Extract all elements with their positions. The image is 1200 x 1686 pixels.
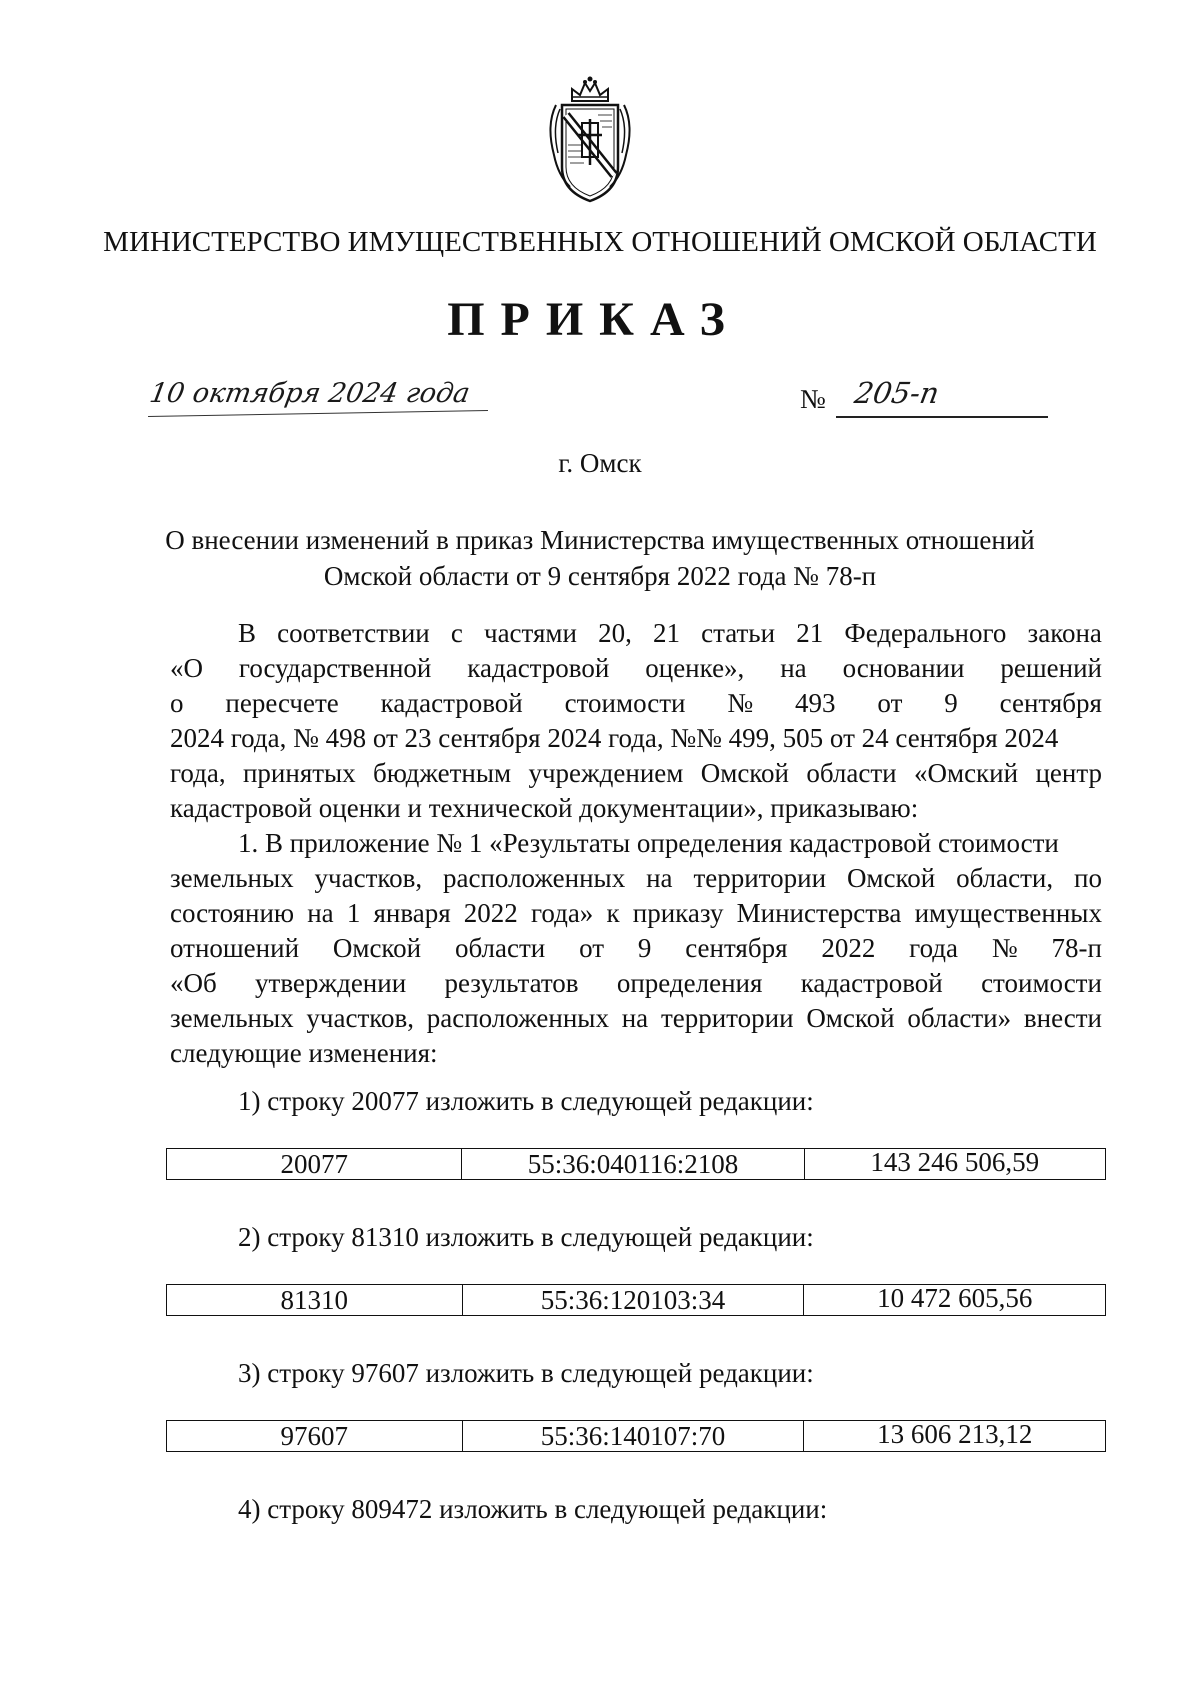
text-line <box>170 686 1102 721</box>
subject-line: О внесении изменений в приказ Министерства имущественных отношений <box>165 525 1035 555</box>
change-row-table <box>166 1420 1106 1452</box>
word: закона <box>1027 618 1102 648</box>
text-line: следующие изменения: <box>170 1038 438 1068</box>
subject-line: Омской области от 9 сентября 2022 года № 78-п <box>323 561 877 591</box>
word: частями <box>483 618 577 648</box>
text-line: кадастровой оценки и технической документации», приказываю: <box>170 793 919 823</box>
word: от <box>877 688 903 718</box>
word: «Об <box>170 968 217 998</box>
word: государственной <box>238 653 432 683</box>
word: о <box>170 688 184 718</box>
word: № <box>727 688 754 718</box>
word: стоимости <box>981 968 1102 998</box>
word: кадастровой <box>800 968 943 998</box>
number-sign: № <box>800 384 826 414</box>
word: кадастровой <box>467 653 610 683</box>
word: на <box>780 653 807 683</box>
change-item-label: 4) строку 809472 изложить в следующей редакции: <box>238 1494 828 1524</box>
date-underline <box>148 410 488 417</box>
row-number-cell: 81310 <box>167 1285 463 1316</box>
word: принятых <box>242 758 356 788</box>
word: результатов <box>444 968 579 998</box>
word: учреждением <box>528 758 684 788</box>
word: состоянию <box>170 898 295 928</box>
ministry-name: МИНИСТЕРСТВО ИМУЩЕСТВЕННЫХ ОТНОШЕНИЙ ОМСКОЙ ОБЛАСТИ <box>103 226 1097 258</box>
word: приказу <box>632 898 724 928</box>
document-subject <box>150 522 1050 594</box>
text-line <box>170 651 1102 686</box>
cadastral-value-cell: 13 606 213,12 <box>804 1421 1106 1452</box>
text-line <box>170 931 1102 966</box>
word: пересчете <box>225 688 339 718</box>
word: имущественных <box>914 898 1102 928</box>
word: января <box>373 898 451 928</box>
word: с <box>450 618 463 648</box>
word: территории <box>693 863 827 893</box>
word: земельных <box>170 1003 294 1033</box>
word: бюджетным <box>373 758 512 788</box>
text-line <box>170 1001 1102 1036</box>
cadastral-number-cell: 55:36:140107:70 <box>462 1421 804 1452</box>
change-item-label: 3) строку 97607 изложить в следующей редакции: <box>238 1358 814 1388</box>
word: внести <box>1023 1003 1102 1033</box>
word: расположенных <box>426 1003 609 1033</box>
word: стоимости <box>564 688 686 718</box>
word: земельных <box>170 863 294 893</box>
word: № <box>991 933 1018 963</box>
word: 9 <box>944 688 958 718</box>
word: 20, <box>598 618 632 648</box>
change-row-table <box>166 1284 1106 1316</box>
word: области <box>806 758 897 788</box>
word: «О <box>170 653 203 683</box>
word: Омской <box>700 758 789 788</box>
table-row <box>167 1421 1106 1452</box>
change-row-table <box>166 1148 1106 1180</box>
word: на <box>646 863 673 893</box>
word: «Омский <box>913 758 1019 788</box>
word: сентября <box>999 688 1102 718</box>
word: Министерства <box>736 898 902 928</box>
word: на <box>307 898 334 928</box>
word: определения <box>616 968 763 998</box>
document-type-title: ПРИКАЗ <box>447 293 741 346</box>
word: на <box>621 1003 649 1033</box>
word: территории <box>660 1003 794 1033</box>
cadastral-value-cell: 10 472 605,56 <box>804 1285 1106 1316</box>
city: г. Омск <box>558 448 642 478</box>
word: года, <box>170 758 226 788</box>
word: 9 <box>637 933 652 963</box>
word: статьи <box>701 618 776 648</box>
text-line <box>170 966 1102 1001</box>
word: оценке», <box>645 653 745 683</box>
order-number <box>800 376 1050 420</box>
text-line <box>170 756 1102 791</box>
change-item-label: 1) строку 20077 изложить в следующей редакции: <box>238 1086 814 1116</box>
word: отношений <box>170 933 300 963</box>
word: 2022 <box>821 933 876 963</box>
word: 21 <box>796 618 824 648</box>
word: участков, <box>314 863 423 893</box>
text-line <box>170 616 1102 651</box>
word: области» <box>907 1003 1012 1033</box>
word: решений <box>1000 653 1102 683</box>
word: Федерального <box>844 618 1007 648</box>
word: 21 <box>652 618 680 648</box>
handwritten-date: 10 октября 2024 года <box>147 378 473 409</box>
text-line <box>170 861 1102 896</box>
word: центр <box>1035 758 1102 788</box>
cadastral-value-cell: 143 246 506,59 <box>804 1149 1105 1180</box>
word: соответствии <box>277 618 430 648</box>
word: расположенных <box>443 863 626 893</box>
word: 493 <box>795 688 836 718</box>
word: участков, <box>306 1003 414 1033</box>
word: года» <box>530 898 594 928</box>
change-item-label: 2) строку 81310 изложить в следующей редакции: <box>238 1222 814 1252</box>
word: 78-п <box>1051 933 1102 963</box>
word: утверждении <box>255 968 407 998</box>
number-underline <box>836 416 1048 418</box>
word: области <box>454 933 546 963</box>
table-row <box>167 1285 1106 1316</box>
word: Омской <box>806 1003 895 1033</box>
word: к <box>606 898 620 928</box>
row-number-cell: 97607 <box>167 1421 463 1452</box>
word: года <box>909 933 959 963</box>
row-number-cell: 20077 <box>167 1149 462 1180</box>
word: В <box>238 618 257 648</box>
word: основании <box>842 653 965 683</box>
text-line: 1. В приложение № 1 «Результаты определения кадастровой стоимости <box>238 828 1059 858</box>
cadastral-number-cell: 55:36:040116:2108 <box>462 1149 804 1180</box>
text-line <box>170 896 1102 931</box>
word: 1 <box>346 898 361 928</box>
word: сентября <box>685 933 788 963</box>
preamble-paragraph <box>170 616 1102 1071</box>
word: 2022 <box>463 898 518 928</box>
word: от <box>579 933 605 963</box>
handwritten-number: 205-п <box>852 376 942 410</box>
cadastral-number-cell: 55:36:120103:34 <box>462 1285 804 1316</box>
text-line: 2024 года, № 498 от 23 сентября 2024 года, №№ 499, 505 от 24 сентября 2024 <box>170 723 1059 753</box>
table-row <box>167 1149 1106 1180</box>
word: по <box>1074 863 1102 893</box>
coat-of-arms-emblem <box>542 75 638 205</box>
word: области, <box>956 863 1054 893</box>
word: Омской <box>332 933 422 963</box>
word: Омской <box>846 863 936 893</box>
word: кадастровой <box>380 688 523 718</box>
